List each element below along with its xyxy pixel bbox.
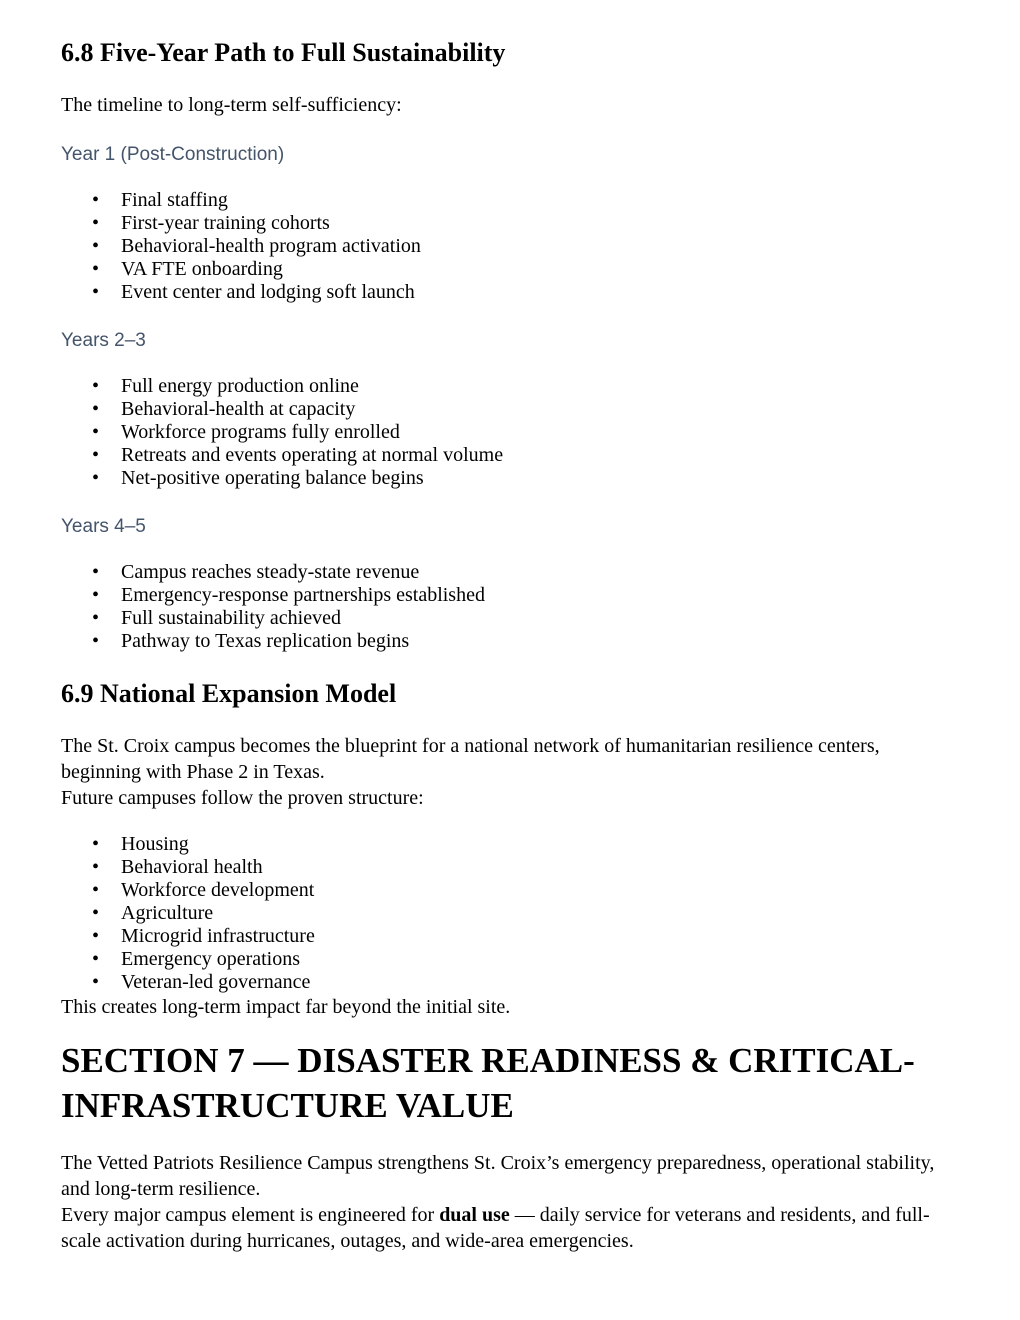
list-item: • Microgrid infrastructure	[61, 925, 956, 948]
list-item: • VA FTE onboarding	[61, 258, 956, 281]
expansion-paragraph: The St. Croix campus becomes the blueprint for a national network of humanitarian resilience centers, beginning with Phase 2 in Texas.	[61, 735, 880, 783]
dual-use-bold: dual use	[439, 1204, 510, 1226]
list-item: • Workforce programs fully enrolled	[61, 421, 956, 444]
list-item: • Behavioral-health at capacity	[61, 398, 956, 421]
dual-use-line	[61, 1202, 956, 1254]
list-item: • Net-positive operating balance begins	[61, 467, 956, 490]
section-6-8-heading: 6.8 Five-Year Path to Full Sustainability	[61, 38, 506, 67]
years-2-3-list	[61, 375, 956, 490]
list-item: • Retreats and events operating at normal volume	[61, 444, 956, 467]
intro-paragraph: The timeline to long-term self-sufficiency:	[61, 94, 402, 116]
dual-use-after: — daily service for veterans and residents, and full-scale activation during hurricanes, outages, and wide-area emergencies.	[61, 1204, 930, 1252]
closing-paragraph: This creates long-term impact far beyond the initial site.	[61, 996, 511, 1018]
dual-use-before: Every major campus element is engineered for	[61, 1204, 440, 1226]
list-item: • Final staffing	[61, 189, 956, 212]
future-structure-line: Future campuses follow the proven structure:	[61, 787, 424, 809]
list-item: • Behavioral health	[61, 856, 956, 879]
list-item: • Agriculture	[61, 902, 956, 925]
future-structure-list	[61, 833, 956, 994]
years-4-5-list	[61, 561, 956, 653]
list-item: • Emergency-response partnerships established	[61, 584, 956, 607]
year-1-list	[61, 189, 956, 304]
list-item: • Event center and lodging soft launch	[61, 281, 956, 304]
section-6-9-heading: 6.9 National Expansion Model	[61, 679, 397, 708]
list-item: • Emergency operations	[61, 948, 956, 971]
list-item: • Full sustainability achieved	[61, 607, 956, 630]
list-item: • Behavioral-health program activation	[61, 235, 956, 258]
list-item: • Housing	[61, 833, 956, 856]
expansion-paragraph-block	[61, 733, 956, 811]
list-item: • Workforce development	[61, 879, 956, 902]
list-item: • Veteran-led governance	[61, 971, 956, 994]
years-4-5-subheading: Years 4–5	[61, 516, 146, 537]
list-item: • Full energy production online	[61, 375, 956, 398]
year-1-subheading: Year 1 (Post-Construction)	[61, 144, 285, 165]
list-item: • First-year training cohorts	[61, 212, 956, 235]
readiness-paragraph-block	[61, 1150, 956, 1254]
years-2-3-subheading: Years 2–3	[61, 330, 146, 351]
list-item: • Campus reaches steady-state revenue	[61, 561, 956, 584]
section-7-heading: SECTION 7 — DISASTER READINESS & CRITICAL-INFRASTRUCTURE VALUE	[61, 1041, 915, 1125]
readiness-paragraph: The Vetted Patriots Resilience Campus strengthens St. Croix’s emergency preparedness, operational stability, and long-term resilience.	[61, 1152, 935, 1200]
list-item: • Pathway to Texas replication begins	[61, 630, 956, 653]
